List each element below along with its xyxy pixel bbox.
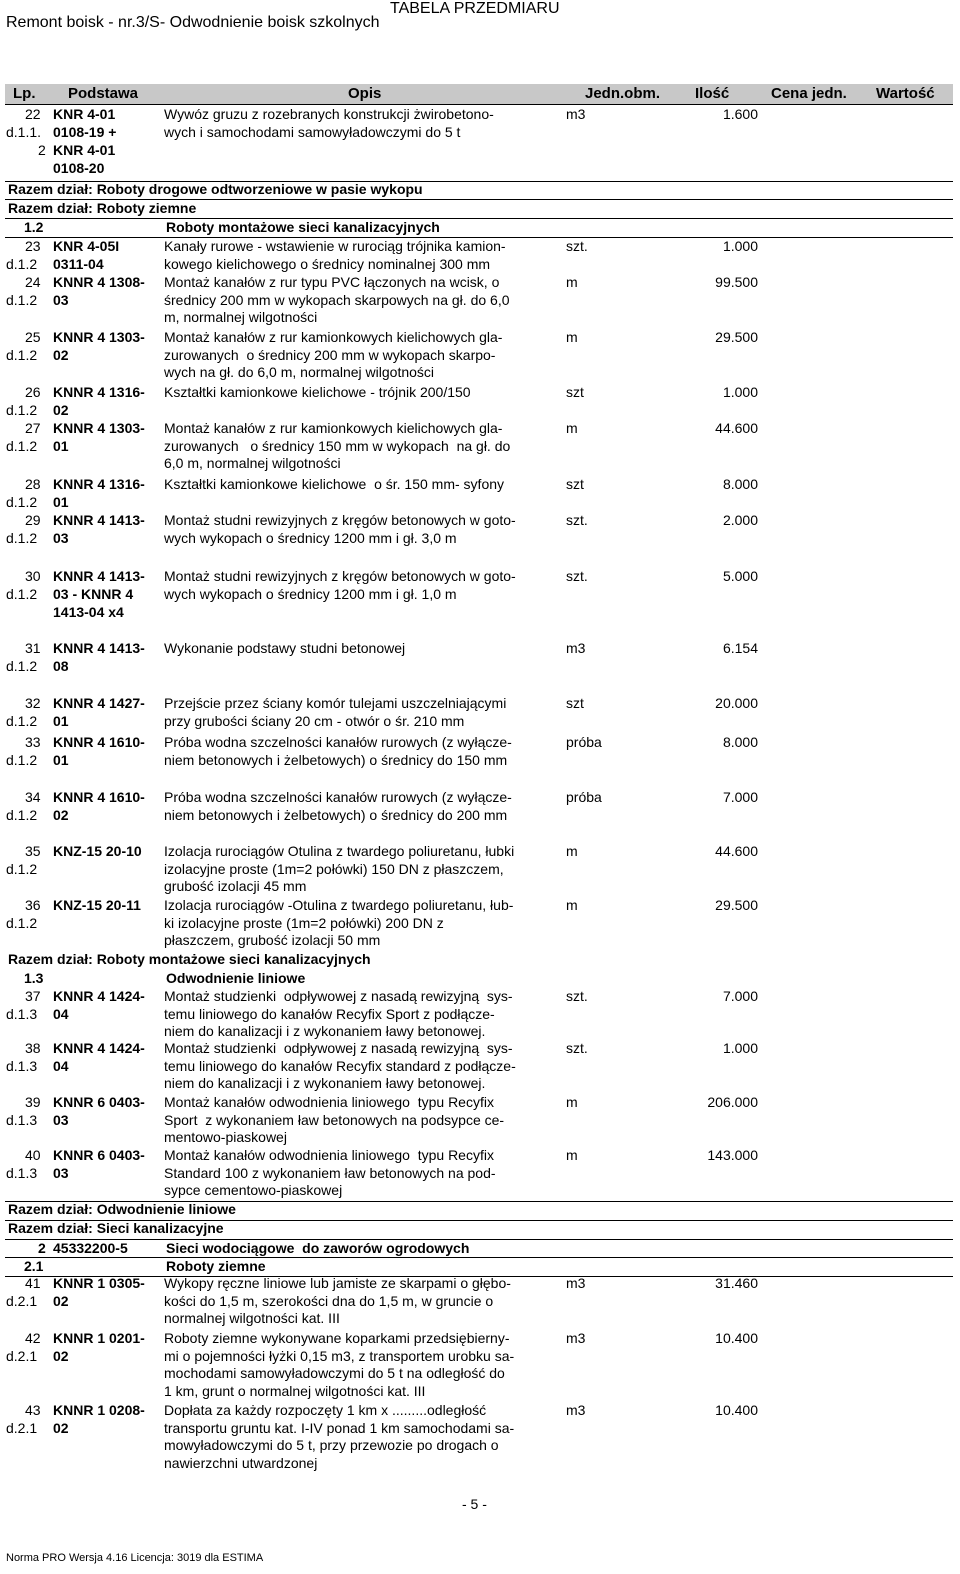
row-opis: wych wykopach o średnicy 1200 mm i gł. 3,0 m: [164, 529, 457, 546]
row-jedn: m3: [566, 1402, 586, 1418]
row-opis: Montaż kanałów odwodnienia liniowego typu Recyfix: [164, 1094, 494, 1110]
row-opis: Montaż studzienki odpływowej z nasadą rewizyjną sys-: [164, 1040, 513, 1056]
row-jedn: szt: [566, 384, 584, 400]
row-jedn: m: [566, 1147, 578, 1163]
row-jedn: m3: [566, 1330, 586, 1346]
row-podstawa: KNNR 4 1424-: [53, 988, 145, 1004]
row-opis: wych i samochodami samowyładowczymi do 5 t: [164, 123, 461, 140]
row-ilosc: 6.154: [722, 640, 758, 656]
row-podstawa: 0108-20: [53, 160, 105, 176]
row-lp-section: d.1.3: [6, 1165, 38, 1181]
col-cena: Cena jedn.: [771, 85, 847, 102]
row-podstawa: 03: [53, 1112, 69, 1128]
row-jedn: m: [566, 329, 578, 345]
row-opis: Izolacja rurociągów -Otulina z twardego poliuretanu, łub-: [164, 897, 514, 913]
row-opis: Izolacja rurociągów Otulina z twardego poliuretanu, łubki: [164, 843, 515, 859]
row-opis: mi o pojemności łyżki 0,15 m3, z transportem urobku sa-: [164, 1347, 515, 1364]
row-lp-section: d.2.1: [6, 1420, 38, 1436]
row-ilosc: 8.000: [722, 734, 758, 750]
row-opis: wych na gł. do 6,0 m, normalnej wilgotności: [164, 364, 435, 380]
row-podstawa: KNNR 4 1610-: [53, 734, 145, 750]
row-podstawa: 01: [53, 438, 69, 454]
header-right: TABELA PRZEDMIARU: [390, 0, 560, 17]
row-lp-number: 29: [25, 512, 41, 528]
row-lp-number: 31: [25, 640, 41, 656]
row-lp-section: d.1.2: [6, 494, 38, 510]
row-ilosc: 1.000: [722, 1040, 758, 1056]
row-lp-number: 43: [25, 1402, 41, 1418]
row-opis: nawierzchni utwardzonej: [164, 1454, 318, 1471]
row-podstawa: KNNR 1 0305-: [53, 1275, 145, 1291]
row-jedn: m: [566, 274, 578, 290]
row-opis: Sport z wykonaniem ław betonowych na podsypce ce-: [164, 1111, 505, 1128]
row-podstawa: 02: [53, 402, 69, 418]
row-ilosc: 2.000: [722, 512, 758, 528]
row-opis: Wykopy ręczne liniowe lub jamiste ze skarpami o głębo-: [164, 1275, 511, 1291]
row-lp-number: 23: [25, 238, 41, 254]
row-lp-section: d.1.2: [6, 402, 38, 418]
row-lp-number: 27: [25, 420, 41, 436]
row-podstawa: KNNR 4 1413-: [53, 512, 145, 528]
row-lp-number: 30: [25, 568, 41, 584]
row-lp-section: d.1.2: [6, 586, 38, 602]
row-podstawa: KNNR 4 1303-: [53, 329, 145, 345]
row-podstawa: KNNR 1 0208-: [53, 1402, 145, 1418]
row-lp-number: 35: [25, 843, 41, 859]
row-lp-number: 33: [25, 734, 41, 750]
section-title: Roboty ziemne: [166, 1258, 266, 1274]
row-opis: niem betonowych i żelbetowych) o średnicy do 150 mm: [164, 751, 508, 768]
section-title: Razem dział: Roboty montażowe sieci kanalizacyjnych: [8, 951, 371, 967]
row-opis: mochodami samowyładowczymi do 5 t na odległość do: [164, 1365, 505, 1381]
row-lp-number: 25: [25, 329, 41, 345]
row-lp-number: 39: [25, 1094, 41, 1110]
row-divider: [5, 1239, 953, 1240]
row-ilosc: 8.000: [722, 476, 758, 492]
row-opis: wych wykopach o średnicy 1200 mm i gł. 1,0 m: [164, 585, 457, 602]
row-opis: transportu gruntu kat. I-IV ponad 1 km samochodami sa-: [164, 1419, 515, 1436]
row-lp-number: 26: [25, 384, 41, 400]
col-lp: Lp.: [13, 85, 36, 102]
row-divider: [5, 1201, 953, 1202]
row-podstawa: KNNR 6 0403-: [53, 1147, 145, 1163]
row-lp-section: d.1.2: [6, 713, 38, 729]
row-opis: Próba wodna szczelności kanałów rurowych (z wyłącze-: [164, 734, 512, 750]
row-ilosc: 44.600: [715, 420, 758, 436]
row-divider: [5, 104, 953, 105]
row-podstawa: 03 - KNNR 4: [53, 586, 134, 602]
row-opis: niem do kanalizacji i z wykonaniem ławy betonowej.: [164, 1023, 486, 1039]
row-lp-section: d.1.2: [6, 752, 38, 768]
row-ilosc: 5.000: [722, 568, 758, 584]
section-title: Odwodnienie liniowe: [166, 970, 306, 986]
row-lp-section: d.1.2: [6, 438, 38, 454]
row-lp-number: 36: [25, 897, 41, 913]
row-lp-number: 22: [25, 106, 41, 122]
row-ilosc: 31.460: [715, 1275, 758, 1291]
row-jedn: m3: [566, 1275, 586, 1291]
row-opis: zurowanych o średnicy 200 mm w wykopach skarpo-: [164, 346, 496, 363]
section-title: Sieci wodociągowe do zaworów ogrodowych: [166, 1240, 470, 1256]
row-podstawa: KNR 4-01: [53, 106, 116, 122]
row-lp-section: d.1.2: [6, 658, 38, 674]
row-podstawa: 04: [53, 1058, 69, 1074]
row-lp-number: 24: [25, 274, 41, 290]
row-opis: temu liniowego do kanałów Recyfix standard z podłącze-: [164, 1057, 516, 1074]
row-jedn: m: [566, 843, 578, 859]
row-opis: Montaż kanałów z rur kamionkowych kielichowych gla-: [164, 420, 503, 436]
row-lp-section: d.1.3: [6, 1058, 38, 1074]
section-number: 2.1: [24, 1258, 44, 1274]
row-lp-number: 38: [25, 1040, 41, 1056]
row-opis: Montaż studni rewizyjnych z kręgów betonowych w goto-: [164, 512, 516, 528]
row-podstawa: KNNR 4 1610-: [53, 789, 145, 805]
row-opis: Przejście przez ściany komór tulejami uszczelniającymi: [164, 695, 507, 711]
row-ilosc: 1.000: [722, 238, 758, 254]
row-opis: 6,0 m, normalnej wilgotności: [164, 455, 341, 471]
row-lp-section: d.1.2: [6, 861, 38, 877]
row-jedn: szt.: [566, 988, 588, 1004]
row-divider: [5, 181, 953, 182]
row-opis: średnicy 200 mm w wykopach skarpowych na gł. do 6,0: [164, 291, 510, 308]
row-opis: Montaż studni rewizyjnych z kręgów betonowych w goto-: [164, 568, 516, 584]
section-number: 1.2: [24, 219, 44, 235]
row-podstawa: 03: [53, 530, 69, 546]
row-podstawa: KNR 4-05I: [53, 238, 120, 254]
row-podstawa: 03: [53, 1165, 69, 1181]
row-podstawa: KNNR 4 1427-: [53, 695, 145, 711]
row-podstawa: KNZ-15 20-10: [53, 843, 142, 859]
section-title: Razem dział: Roboty drogowe odtworzeniowe w pasie wykopu: [8, 181, 423, 197]
row-opis: Wywóz gruzu z rozebranych konstrukcji żwirobetono-: [164, 106, 494, 122]
row-podstawa: 1413-04 x4: [53, 604, 124, 620]
row-jedn: m: [566, 897, 578, 913]
row-opis: izolacyjne proste (1m=2 połówki) 150 DN z płaszczem,: [164, 860, 504, 877]
row-opis: Wykonanie podstawy studni betonowej: [164, 640, 406, 656]
row-lp-section: d.1.3: [6, 1112, 38, 1128]
row-jedn: m: [566, 420, 578, 436]
row-opis: Kształtki kamionkowe kielichowe - trójnik 200/150: [164, 384, 471, 400]
row-opis: przy grubości ściany 20 cm - otwór o śr. 210 mm: [164, 712, 465, 729]
header-left: Remont boisk - nr.3/S- Odwodnienie boisk szkolnych: [6, 14, 380, 31]
row-lp-number: 34: [25, 789, 41, 805]
section-title: Razem dział: Roboty ziemne: [8, 200, 197, 216]
col-jedn: Jedn.obm.: [585, 85, 661, 102]
row-jedn: szt: [566, 695, 584, 711]
row-lp-number: 32: [25, 695, 41, 711]
section-number: 1.3: [24, 970, 44, 986]
row-ilosc: 7.000: [722, 789, 758, 805]
row-opis: zurowanych o średnicy 150 mm w wykopach na gł. do: [164, 437, 511, 454]
row-ilosc: 10.400: [715, 1402, 758, 1418]
row-divider: [5, 237, 953, 238]
row-opis: Montaż studzienki odpływowej z nasadą rewizyjną sys-: [164, 988, 513, 1004]
row-divider: [5, 218, 953, 219]
row-divider: [5, 1276, 953, 1277]
row-opis: mentowo-piaskowej: [164, 1129, 287, 1145]
row-podstawa: 02: [53, 1420, 69, 1436]
row-opis: niem do kanalizacji i z wykonaniem ławy betonowej.: [164, 1075, 486, 1091]
row-ilosc: 20.000: [715, 695, 758, 711]
row-opis: Montaż kanałów z rur typu PVC łączonych na wcisk, o: [164, 274, 500, 290]
row-ilosc: 206.000: [707, 1094, 758, 1110]
row-ilosc: 1.000: [722, 384, 758, 400]
section-title: Roboty montażowe sieci kanalizacyjnych: [166, 219, 440, 235]
footer-license: Norma PRO Wersja 4.16 Licencja: 3019 dla ESTIMA: [6, 1552, 264, 1564]
row-lp-section: d.2.1: [6, 1348, 38, 1364]
row-opis: Kanały rurowe - wstawienie w rurociąg trójnika kamion-: [164, 238, 506, 254]
row-divider: [5, 1257, 953, 1258]
row-lp-section: d.1.3: [6, 1006, 38, 1022]
row-ilosc: 1.600: [722, 106, 758, 122]
row-podstawa: 01: [53, 752, 69, 768]
row-jedn: szt: [566, 476, 584, 492]
section-title: Razem dział: Sieci kanalizacyjne: [8, 1220, 224, 1236]
row-podstawa: KNNR 4 1308-: [53, 274, 145, 290]
row-lp-section: d.1.2: [6, 292, 38, 308]
row-jedn: szt.: [566, 512, 588, 528]
col-opis: Opis: [348, 85, 382, 102]
row-opis: temu liniowego do kanałów Recyfix Sport z podłącze-: [164, 1005, 495, 1022]
row-jedn: m3: [566, 106, 586, 122]
row-podstawa: KNNR 4 1413-: [53, 568, 145, 584]
row-lp-section: d.1.2: [6, 530, 38, 546]
row-podstawa: KNR 4-01: [53, 142, 116, 158]
row-ilosc: 7.000: [722, 988, 758, 1004]
row-lp-number: 40: [25, 1147, 41, 1163]
row-podstawa: 0108-19 +: [53, 124, 117, 140]
row-lp-number: 41: [25, 1275, 41, 1291]
row-podstawa: KNNR 4 1316-: [53, 476, 145, 492]
page-number: - 5 -: [462, 1496, 487, 1512]
row-ilosc: 44.600: [715, 843, 758, 859]
row-opis: mowyładowczymi do 5 t, przy przewozie po drogach o: [164, 1437, 499, 1453]
row-ilosc: 99.500: [715, 274, 758, 290]
row-opis: ki izolacyjne proste (1m=2 połówki) 200 DN z: [164, 914, 444, 931]
row-jedn: szt.: [566, 1040, 588, 1056]
row-opis: Próba wodna szczelności kanałów rurowych (z wyłącze-: [164, 789, 512, 805]
row-opis: sypce cementowo-piaskowej: [164, 1182, 343, 1198]
row-ilosc: 29.500: [715, 897, 758, 913]
row-opis: Dopłata za każdy rozpoczęty 1 km x .........odległość: [164, 1402, 487, 1418]
row-jedn: m: [566, 1094, 578, 1110]
row-opis: kowego kielichowego o średnicy nominalnej 300 mm: [164, 255, 491, 272]
row-lp-section: d.2.1: [6, 1293, 38, 1309]
row-jedn: m3: [566, 640, 586, 656]
row-opis: Montaż kanałów odwodnienia liniowego typu Recyfix: [164, 1147, 494, 1163]
row-podstawa: 02: [53, 807, 69, 823]
row-podstawa: KNNR 1 0201-: [53, 1330, 145, 1346]
row-podstawa: KNNR 6 0403-: [53, 1094, 145, 1110]
row-podstawa: KNZ-15 20-11: [53, 897, 141, 913]
row-opis: grubość izolacji 45 mm: [164, 878, 307, 894]
row-opis: Montaż kanałów z rur kamionkowych kielichowych gla-: [164, 329, 503, 345]
col-ilosc: Ilość: [695, 85, 730, 102]
row-podstawa: 02: [53, 1293, 69, 1309]
row-opis: Kształtki kamionkowe kielichowe o śr. 150 mm- syfony: [164, 476, 505, 492]
row-podstawa: 02: [53, 1348, 69, 1364]
row-opis: Standard 100 z wykonaniem ław betonowych na pod-: [164, 1164, 496, 1181]
row-opis: 1 km, grunt o normalnej wilgotności kat. III: [164, 1382, 426, 1399]
row-jedn: próba: [566, 789, 602, 805]
row-podstawa: 01: [53, 494, 69, 510]
row-jedn: szt.: [566, 238, 588, 254]
row-podstawa: KNNR 4 1303-: [53, 420, 145, 436]
row-divider: [5, 199, 953, 200]
row-opis: Roboty ziemne wykonywane koparkami przedsiębierny-: [164, 1330, 510, 1346]
row-lp-section: d.1.1.: [6, 124, 42, 140]
row-opis: kości do 1,5 m, szerokości dna do 1,5 m, w gruncie o: [164, 1292, 494, 1309]
row-ilosc: 143.000: [707, 1147, 758, 1163]
col-wartosc: Wartość: [876, 85, 935, 102]
row-jedn: próba: [566, 734, 602, 750]
row-lp-section: d.1.2: [6, 347, 38, 363]
row-lp-extra: 2: [38, 142, 46, 158]
row-lp-section: d.1.2: [6, 256, 38, 272]
row-podstawa: 08: [53, 658, 69, 674]
row-lp-section: d.1.2: [6, 807, 38, 823]
row-podstawa: KNNR 4 1424-: [53, 1040, 145, 1056]
row-ilosc: 10.400: [715, 1330, 758, 1346]
row-podstawa: 03: [53, 292, 69, 308]
row-podstawa: 04: [53, 1006, 69, 1022]
row-lp-number: 42: [25, 1330, 41, 1346]
row-podstawa: KNNR 4 1413-: [53, 640, 145, 656]
row-ilosc: 29.500: [715, 329, 758, 345]
row-podstawa: 02: [53, 347, 69, 363]
section-title: Razem dział: Odwodnienie liniowe: [8, 1201, 236, 1217]
row-lp-number: 37: [25, 988, 41, 1004]
column-header-row: [5, 84, 953, 104]
row-opis: normalnej wilgotności kat. III: [164, 1310, 340, 1326]
row-jedn: szt.: [566, 568, 588, 584]
col-podstawa: Podstawa: [68, 85, 139, 102]
row-lp-section: d.1.2: [6, 915, 38, 931]
row-opis: m, normalnej wilgotności: [164, 309, 318, 325]
section-number: 2: [38, 1240, 46, 1256]
row-opis: niem betonowych i żelbetowych) o średnicy do 200 mm: [164, 806, 508, 823]
row-divider: [5, 1220, 953, 1221]
row-podstawa: KNNR 4 1316-: [53, 384, 145, 400]
row-opis: płaszczem, grubość izolacji 50 mm: [164, 932, 381, 948]
row-lp-number: 28: [25, 476, 41, 492]
row-podstawa: 01: [53, 713, 69, 729]
section-code: 45332200-5: [53, 1240, 128, 1256]
row-podstawa: 0311-04: [53, 256, 104, 272]
